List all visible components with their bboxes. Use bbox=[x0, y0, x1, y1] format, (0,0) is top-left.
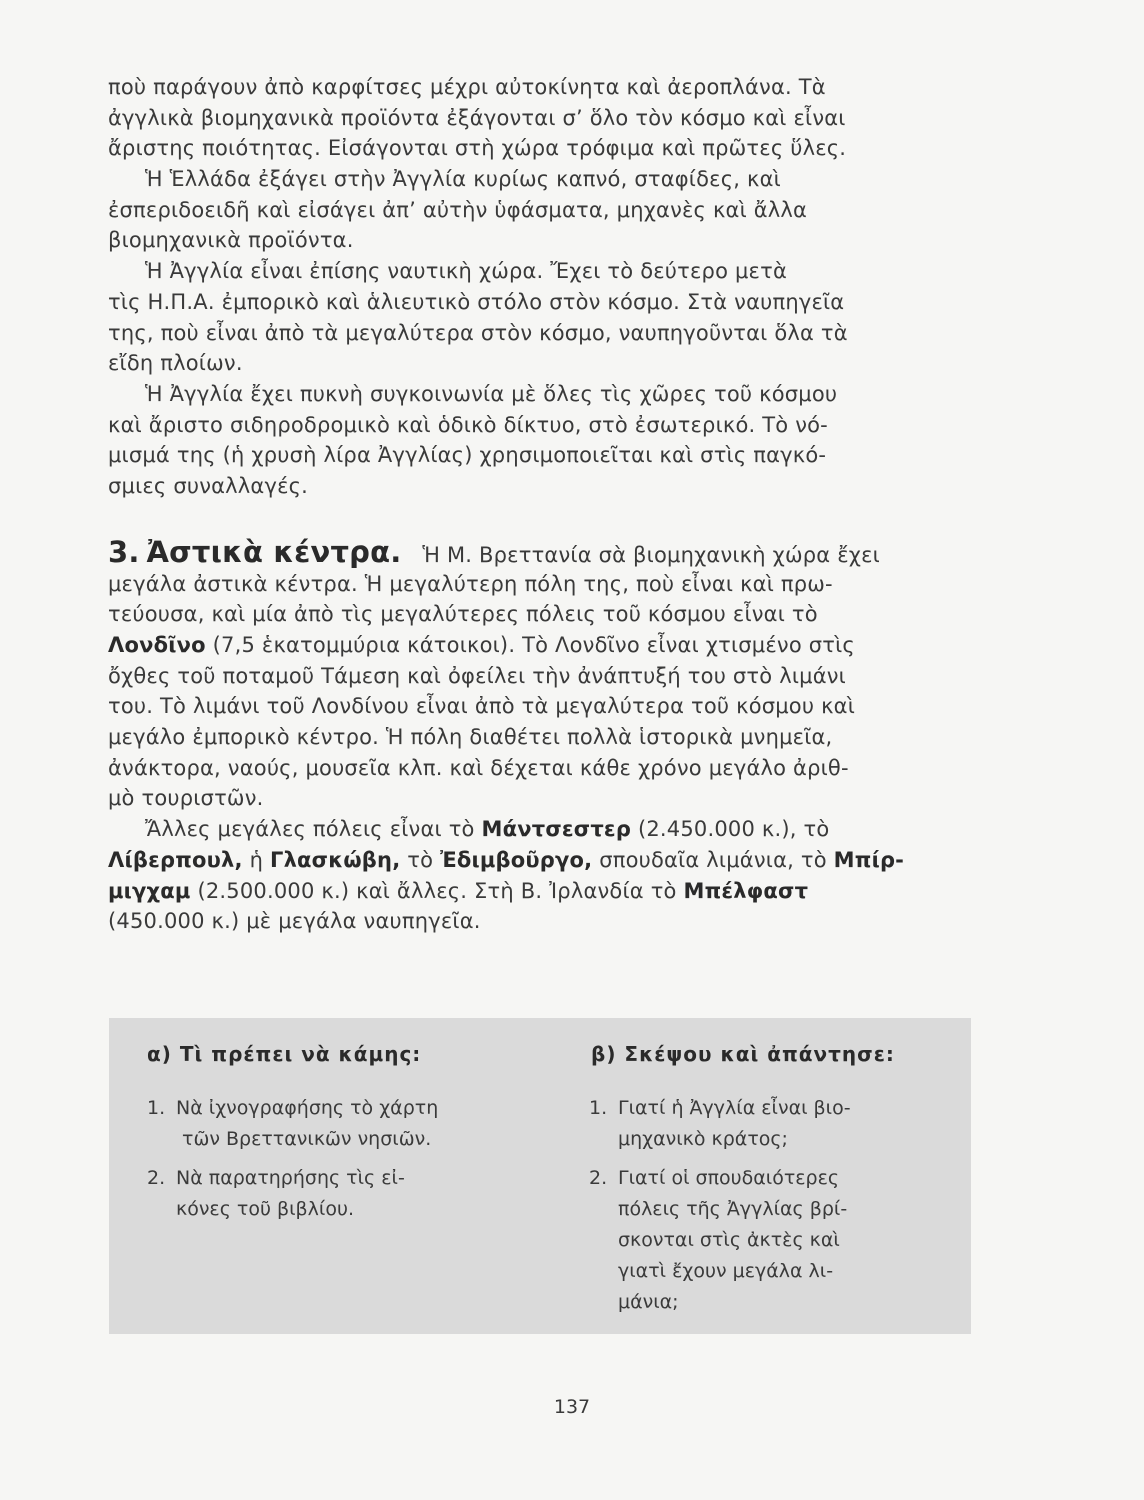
text-line: βιομηχανικὰ προϊόντα. bbox=[108, 228, 354, 253]
text-span: (2.500.000 κ.) καὶ ἄλλες. Στὴ Β. Ἰρλανδία τὸ bbox=[197, 878, 677, 903]
text-line: ἀνάκτορα, ναούς, μουσεῖα κλπ. καὶ δέχεται κάθε χρόνο μεγάλο ἀριθ- bbox=[108, 755, 849, 780]
city-name-liverpool: Λίβερπουλ, bbox=[108, 847, 243, 872]
text-line: Ἡ Ἀγγλία εἶναι ἐπίσης ναυτικὴ χώρα. Ἔχει τὸ δεύτερο μετὰ bbox=[145, 259, 787, 284]
paragraph bbox=[108, 379, 974, 502]
city-name-glasgow: Γλασκώβη, bbox=[269, 847, 401, 872]
item-line: Νὰ παρατηρήσης τὶς εἰ- bbox=[176, 1167, 405, 1189]
text-span: ἡ bbox=[249, 847, 264, 872]
text-span: σπουδαῖα λιμάνια, τὸ bbox=[599, 847, 827, 872]
text-line: μὸ τουριστῶν. bbox=[108, 786, 264, 811]
text-line bbox=[108, 876, 974, 907]
exercise-title-b: β) Σκέψου καὶ ἀπάντησε: bbox=[591, 1042, 895, 1066]
paragraph bbox=[108, 256, 974, 379]
text-line: μεγάλο ἐμπορικὸ κέντρο. Ἡ πόλη διαθέτει πολλὰ ἱστορικὰ μνημεῖα, bbox=[108, 725, 833, 750]
text-line: ἄριστης ποιότητας. Εἰσάγονται στὴ χώρα τρόφιμα καὶ πρῶτες ὕλες. bbox=[108, 136, 847, 161]
item-line: πόλεις τῆς Ἀγγλίας βρί- bbox=[618, 1198, 848, 1220]
city-name-edinburgh: Ἐδιμβοῦργο, bbox=[440, 847, 593, 872]
text-line: ποὺ παράγουν ἀπὸ καρφίτσες μέχρι αὐτοκίνητα καὶ ἀεροπλάνα. Τὰ bbox=[108, 75, 826, 99]
text-line: μισμά της (ἡ χρυσὴ λίρα Ἀγγλίας) χρησιμοποιεῖται καὶ στὶς παγκό- bbox=[108, 443, 827, 468]
item-line: Γιατί οἱ σπουδαιότερες bbox=[618, 1167, 840, 1189]
item-line: μάνια; bbox=[618, 1291, 679, 1313]
list-item bbox=[147, 1093, 487, 1155]
text-line: σμιες συναλλαγές. bbox=[108, 473, 309, 498]
item-line: σκονται στὶς ἀκτὲς καὶ bbox=[618, 1229, 840, 1251]
page-number: 137 bbox=[553, 1396, 591, 1418]
text-line: ὄχθες τοῦ ποταμοῦ Τάμεση καὶ ὀφείλει τὴν ἀνάπτυξή του στὸ λιμάνι bbox=[108, 663, 846, 688]
text-line: μεγάλα ἀστικὰ κέντρα. Ἡ μεγαλύτερη πόλη της, ποὺ εἶναι καὶ πρω- bbox=[108, 571, 833, 596]
city-name-birmingham: Μπίρ- bbox=[833, 847, 905, 872]
section-title: Ἀστικὰ κέντρα. bbox=[146, 534, 402, 569]
city-name-belfast: Μπέλφαστ bbox=[683, 878, 809, 903]
text-span: (2.450.000 κ.), τὸ bbox=[637, 817, 830, 842]
text-line: του. Τὸ λιμάνι τοῦ Λονδίνου εἶναι ἀπὸ τὰ μεγαλύτερα τοῦ κόσμου καὶ bbox=[108, 694, 856, 719]
question-list bbox=[589, 1093, 929, 1318]
item-number: 2. bbox=[147, 1167, 166, 1189]
text-line: τὶς Η.Π.Α. ἐμπορικὸ καὶ ἁλιευτικὸ στόλο στὸν κόσμο. Στὰ ναυπηγεῖα bbox=[108, 289, 845, 314]
page-body bbox=[108, 72, 974, 937]
text-line bbox=[108, 814, 974, 845]
text-line: Ἡ Ἀγγλία ἔχει πυκνὴ συγκοινωνία μὲ ὅλες τὶς χῶρες τοῦ κόσμου bbox=[145, 381, 838, 406]
section-number: 3. bbox=[108, 534, 140, 569]
text-line bbox=[108, 630, 974, 661]
item-number: 1. bbox=[147, 1097, 166, 1119]
exercise-box bbox=[109, 1018, 971, 1334]
item-line: μηχανικὸ κράτος; bbox=[618, 1128, 788, 1150]
exercise-title-a: α) Τὶ πρέπει νὰ κάμης: bbox=[147, 1042, 422, 1066]
item-number: 2. bbox=[589, 1167, 608, 1189]
list-item bbox=[147, 1163, 487, 1225]
text-span: (7,5 ἑκατομμύρια κάτοικοι). Τὸ Λονδῖνο εἶναι χτισμένο στὶς bbox=[212, 633, 855, 657]
section-urban-centers bbox=[108, 535, 974, 937]
city-name-birmingham-cont: μιγχαμ bbox=[108, 878, 191, 903]
text-line: ἀγγλικὰ βιομηχανικὰ προϊόντα ἐξάγονται σ’ ὅλο τὸν κόσμο καὶ εἶναι bbox=[108, 105, 846, 130]
item-line: τῶν Βρεττανικῶν νησιῶν. bbox=[182, 1128, 432, 1150]
text-line: τεύουσα, καὶ μία ἀπὸ τὶς μεγαλύτερες πόλεις τοῦ κόσμου εἶναι τὸ bbox=[108, 602, 818, 627]
text-span: Ἄλλες μεγάλες πόλεις εἶναι τὸ bbox=[145, 817, 475, 842]
item-line: κόνες τοῦ βιβλίου. bbox=[176, 1198, 355, 1220]
question-list bbox=[147, 1093, 487, 1225]
text-line: εἴδη πλοίων. bbox=[108, 351, 243, 376]
item-number: 1. bbox=[589, 1097, 608, 1119]
text-line: της, ποὺ εἶναι ἀπὸ τὰ μεγαλύτερα στὸν κόσμο, ναυπηγοῦνται ὅλα τὰ bbox=[108, 320, 848, 345]
city-name-manchester: Μάντσεστερ bbox=[481, 817, 632, 842]
text-line bbox=[108, 845, 974, 876]
city-name-london: Λονδῖνο bbox=[108, 633, 206, 657]
list-item bbox=[589, 1093, 929, 1155]
item-line: γιατὶ ἔχουν μεγάλα λι- bbox=[618, 1260, 834, 1282]
text-line: καὶ ἄριστο σιδηροδρομικὸ καὶ ὁδικὸ δίκτυο, στὸ ἐσωτερικό. Τὸ νό- bbox=[108, 412, 828, 437]
item-line: Γιατί ἡ Ἀγγλία εἶναι βιο- bbox=[618, 1097, 851, 1119]
list-item bbox=[589, 1163, 929, 1318]
text-line: (450.000 κ.) μὲ μεγάλα ναυπηγεῖα. bbox=[108, 909, 481, 934]
paragraph bbox=[108, 72, 974, 164]
text-line: Ἡ Ἑλλάδα ἐξάγει στὴν Ἀγγλία κυρίως καπνό, σταφίδες, καὶ bbox=[145, 167, 781, 192]
item-line: Νὰ ἰχνογραφήσης τὸ χάρτη bbox=[176, 1097, 439, 1119]
section-heading-line bbox=[108, 535, 974, 569]
text-span: Ἡ Μ. Βρεττανία σὰ βιομηχανικὴ χώρα ἔχει bbox=[422, 542, 880, 567]
text-line: ἐσπεριδοειδῆ καὶ εἰσάγει ἀπ’ αὐτὴν ὑφάσματα, μηχανὲς καὶ ἄλλα bbox=[108, 197, 808, 222]
paragraph bbox=[108, 164, 974, 256]
text-span: τὸ bbox=[407, 847, 434, 872]
